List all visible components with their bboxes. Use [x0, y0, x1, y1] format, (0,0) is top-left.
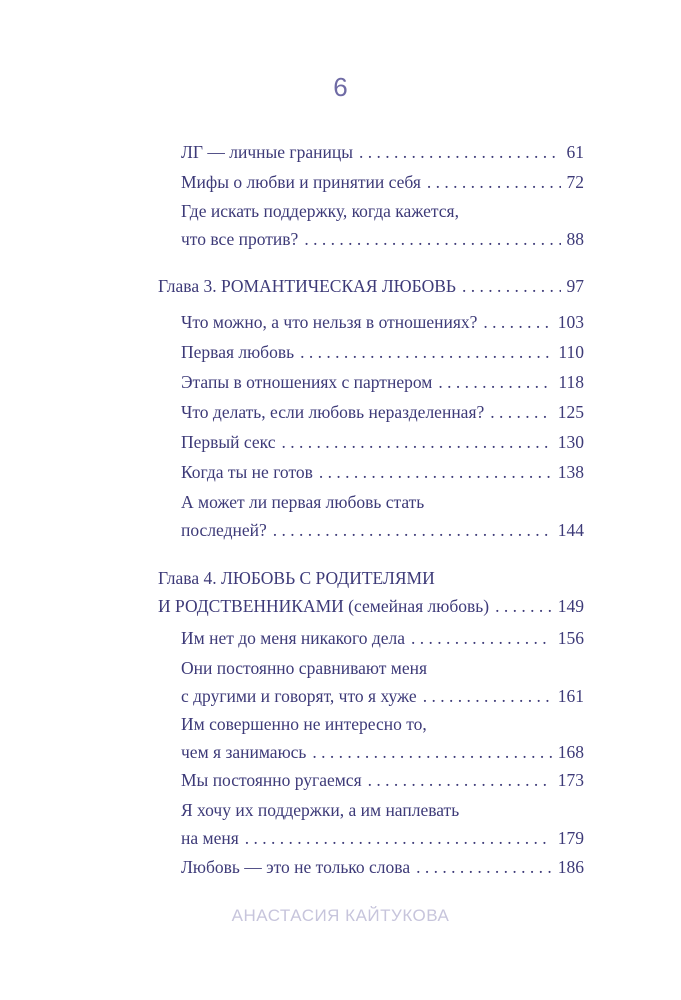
toc-entry-title: Когда ты не готов — [181, 462, 313, 482]
dot-leader — [416, 853, 552, 881]
toc-entry-page: 168 — [557, 742, 584, 762]
dot-leader — [462, 272, 561, 300]
toc-chapter-title-line2: И РОДСТВЕННИКАМИ (семейная любовь) — [158, 596, 490, 616]
dot-leader — [245, 824, 552, 852]
dot-leader — [300, 338, 552, 366]
toc-entry-title: Мифы о любви и принятии себя — [181, 172, 421, 192]
toc-entry-title: Что делать, если любовь неразделенная? — [181, 402, 485, 422]
toc-entry[interactable] — [181, 138, 584, 166]
toc-entry-page: 110 — [558, 342, 584, 362]
dot-leader — [427, 168, 561, 196]
toc-entry[interactable] — [181, 338, 584, 366]
toc-entry[interactable] — [181, 368, 584, 396]
toc-entry-title: Им нет до меня никакого дела — [181, 628, 406, 648]
toc-entry[interactable] — [181, 710, 584, 766]
toc-entry-page: 130 — [557, 432, 584, 452]
author-footer: АНАСТАСИЯ КАЙТУКОВА — [231, 906, 450, 925]
toc-entry-page: 138 — [557, 462, 584, 482]
toc-entry-title-line2: на меня — [181, 828, 239, 848]
toc-entry[interactable] — [181, 428, 584, 456]
toc-entry-page: 118 — [558, 372, 584, 392]
toc-entry-page: 103 — [557, 312, 584, 332]
toc-entry-title: Любовь — это не только слова — [181, 857, 411, 877]
toc-entry[interactable] — [181, 796, 584, 852]
toc-entry[interactable] — [181, 766, 584, 794]
toc-entry-page: 186 — [557, 857, 584, 877]
toc-entry-title: Первая любовь — [181, 342, 295, 362]
dot-leader — [368, 766, 552, 794]
toc-chapter[interactable] — [158, 272, 584, 300]
dot-leader — [273, 516, 552, 544]
dot-leader — [282, 428, 552, 456]
dot-leader — [319, 458, 552, 486]
toc-entry-page: 179 — [557, 828, 584, 848]
toc-chapter-title-line1: Глава 4. ЛЮБОВЬ С РОДИТЕЛЯМИ — [158, 568, 435, 588]
toc-chapter-page: 149 — [557, 596, 584, 616]
toc-entry[interactable] — [181, 853, 584, 881]
toc-entry-title: Первый секс — [181, 432, 276, 452]
toc-entry[interactable] — [181, 398, 584, 426]
dot-leader — [495, 592, 552, 620]
toc-entry-page: 173 — [557, 770, 584, 790]
toc-chapter-title: Глава 3. РОМАНТИЧЕСКАЯ ЛЮБОВЬ — [158, 276, 456, 296]
dot-leader — [411, 624, 552, 652]
toc-entry-page: 72 — [566, 172, 584, 192]
toc-chapter-page: 97 — [566, 276, 584, 296]
dot-leader — [312, 738, 551, 766]
dot-leader — [304, 225, 560, 253]
toc-entry-title-line1: Я хочу их поддержки, а им наплевать — [181, 800, 460, 820]
dot-leader — [438, 368, 552, 396]
toc-entry[interactable] — [181, 168, 584, 196]
toc-entry-title-line1: Они постоянно сравнивают меня — [181, 658, 427, 678]
dot-leader — [483, 308, 551, 336]
toc-entry-title-line1: Где искать поддержку, когда кажется, — [181, 201, 459, 221]
dot-leader — [490, 398, 551, 426]
toc-entry-title-line1: Им совершенно не интересно то, — [181, 714, 427, 734]
toc-entry-title: Что можно, а что нельзя в отношениях? — [181, 312, 478, 332]
toc-entry[interactable] — [181, 458, 584, 486]
toc-entry[interactable] — [181, 308, 584, 336]
toc-entry[interactable] — [181, 197, 584, 253]
toc-entry[interactable] — [181, 654, 584, 710]
toc-chapter[interactable] — [158, 564, 584, 620]
toc-entry-title: Этапы в отношениях с партнером — [181, 372, 433, 392]
toc-entry-page: 88 — [566, 229, 584, 249]
toc-entry-title: Мы постоянно ругаемся — [181, 770, 362, 790]
toc-entry-page: 161 — [557, 686, 584, 706]
dot-leader — [423, 682, 552, 710]
dot-leader — [359, 138, 561, 166]
toc-entry-page: 61 — [566, 142, 584, 162]
toc-entry-title-line2: что все против? — [181, 229, 299, 249]
page-number: 6 — [333, 72, 348, 102]
toc-entry-title-line2: последней? — [181, 520, 267, 540]
toc-entry-page: 125 — [557, 402, 584, 422]
toc-entry-title-line2: с другими и говорят, что я хуже — [181, 686, 417, 706]
toc-entry-title-line2: чем я занимаюсь — [181, 742, 307, 762]
toc-entry[interactable] — [181, 624, 584, 652]
toc-entry-page: 156 — [557, 628, 584, 648]
toc-entry[interactable] — [181, 488, 584, 544]
toc-entry-page: 144 — [557, 520, 584, 540]
toc-entry-title: ЛГ — личные границы — [181, 142, 353, 162]
toc-entry-title-line1: А может ли первая любовь стать — [181, 492, 425, 512]
